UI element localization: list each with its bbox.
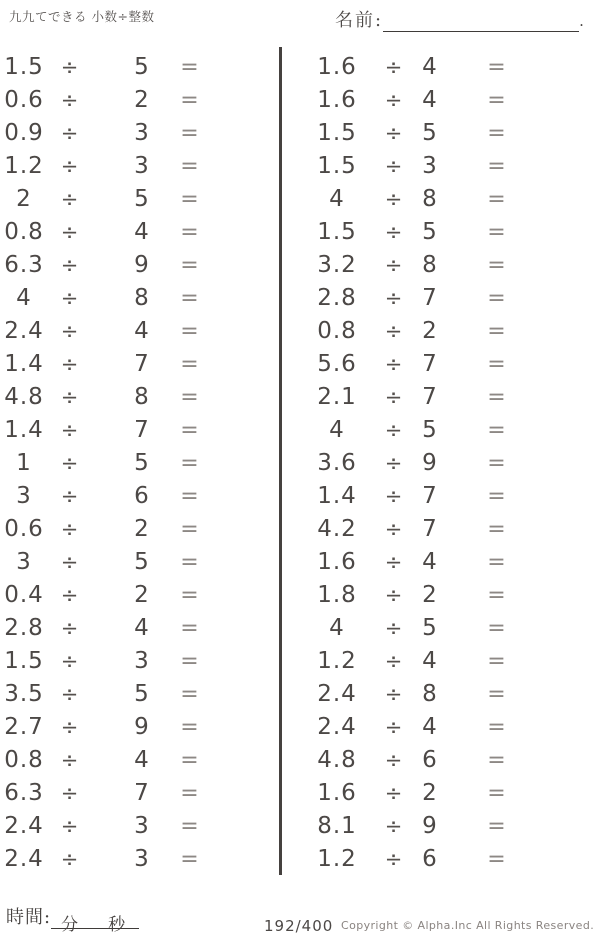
divisor-value: 4 xyxy=(134,219,150,245)
divide-sign: ÷ xyxy=(384,550,404,574)
problem-row xyxy=(0,315,282,348)
problem-row xyxy=(282,480,600,513)
divisor-value: 5 xyxy=(134,54,150,80)
dividend-value: 4 xyxy=(329,417,345,443)
equals-sign: = xyxy=(180,186,200,212)
equals-sign: = xyxy=(487,219,507,245)
time-field xyxy=(6,903,139,936)
equals-sign: = xyxy=(487,186,507,212)
problem-row xyxy=(282,183,600,216)
dividend-value: 4.8 xyxy=(4,384,44,410)
divisor-value: 4 xyxy=(422,714,438,740)
problem-row xyxy=(282,744,600,777)
problem-row xyxy=(0,282,282,315)
problem-row xyxy=(282,612,600,645)
name-label: 名前: xyxy=(335,10,384,31)
dividend-value: 3.5 xyxy=(4,681,44,707)
divisor-value: 7 xyxy=(422,285,438,311)
worksheet-title: 九九てできる 小数÷整数 xyxy=(9,9,155,24)
time-label: 時間: xyxy=(6,907,52,928)
equals-sign: = xyxy=(487,747,507,773)
divide-sign: ÷ xyxy=(384,649,404,673)
problem-row xyxy=(282,513,600,546)
dividend-value: 0.8 xyxy=(4,747,44,773)
problem-row xyxy=(282,777,600,810)
divide-sign: ÷ xyxy=(384,220,404,244)
dividend-value: 2.1 xyxy=(317,384,357,410)
problem-row xyxy=(282,447,600,480)
divisor-value: 8 xyxy=(134,285,150,311)
divisor-value: 8 xyxy=(134,384,150,410)
equals-sign: = xyxy=(180,318,200,344)
divisor-value: 8 xyxy=(422,681,438,707)
problem-row xyxy=(0,183,282,216)
divisor-value: 7 xyxy=(422,351,438,377)
dividend-value: 1.5 xyxy=(317,219,357,245)
dividend-value: 4 xyxy=(329,615,345,641)
divisor-value: 3 xyxy=(134,648,150,674)
problem-row xyxy=(0,150,282,183)
dividend-value: 1 xyxy=(16,450,32,476)
divide-sign: ÷ xyxy=(384,121,404,145)
divisor-value: 5 xyxy=(422,120,438,146)
dividend-value: 1.2 xyxy=(317,648,357,674)
name-field xyxy=(335,6,584,32)
equals-sign: = xyxy=(180,780,200,806)
dividend-value: 5.6 xyxy=(317,351,357,377)
divisor-value: 5 xyxy=(422,417,438,443)
problem-row xyxy=(282,678,600,711)
dividend-value: 1.6 xyxy=(317,549,357,575)
divisor-value: 4 xyxy=(422,87,438,113)
divisor-value: 4 xyxy=(422,549,438,575)
equals-sign: = xyxy=(487,483,507,509)
problem-row xyxy=(282,414,600,447)
divide-sign: ÷ xyxy=(60,847,80,871)
divide-sign: ÷ xyxy=(60,253,80,277)
divide-sign: ÷ xyxy=(384,451,404,475)
divide-sign: ÷ xyxy=(384,154,404,178)
time-blank-line xyxy=(51,910,139,936)
problem-row xyxy=(0,777,282,810)
divisor-value: 7 xyxy=(134,780,150,806)
divide-sign: ÷ xyxy=(384,484,404,508)
problem-row xyxy=(0,414,282,447)
equals-sign: = xyxy=(180,747,200,773)
problem-row xyxy=(282,546,600,579)
divide-sign: ÷ xyxy=(384,682,404,706)
equals-sign: = xyxy=(487,648,507,674)
divide-sign: ÷ xyxy=(60,616,80,640)
equals-sign: = xyxy=(487,549,507,575)
equals-sign: = xyxy=(487,450,507,476)
divisor-value: 2 xyxy=(134,87,150,113)
equals-sign: = xyxy=(487,813,507,839)
divisor-value: 4 xyxy=(422,54,438,80)
copyright-notice: Copyright © Alpha.Inc All Rights Reserved. xyxy=(341,919,595,932)
problems-area xyxy=(0,51,600,876)
problem-row xyxy=(282,282,600,315)
equals-sign: = xyxy=(180,714,200,740)
divide-sign: ÷ xyxy=(60,55,80,79)
equals-sign: = xyxy=(487,714,507,740)
divisor-value: 3 xyxy=(134,120,150,146)
divide-sign: ÷ xyxy=(60,286,80,310)
divisor-value: 5 xyxy=(134,186,150,212)
divide-sign: ÷ xyxy=(60,220,80,244)
divide-sign: ÷ xyxy=(384,187,404,211)
dividend-value: 4 xyxy=(16,285,32,311)
problem-row xyxy=(0,843,282,876)
divide-sign: ÷ xyxy=(384,583,404,607)
dividend-value: 3.2 xyxy=(317,252,357,278)
problem-row xyxy=(282,381,600,414)
dividend-value: 2.4 xyxy=(317,714,357,740)
problem-row xyxy=(0,84,282,117)
divisor-value: 8 xyxy=(422,186,438,212)
equals-sign: = xyxy=(487,285,507,311)
problem-row xyxy=(282,810,600,843)
equals-sign: = xyxy=(487,384,507,410)
divisor-value: 7 xyxy=(422,516,438,542)
divisor-value: 7 xyxy=(134,351,150,377)
divisor-value: 6 xyxy=(134,483,150,509)
divisor-value: 3 xyxy=(134,813,150,839)
divide-sign: ÷ xyxy=(384,352,404,376)
dividend-value: 4.2 xyxy=(317,516,357,542)
divide-sign: ÷ xyxy=(384,781,404,805)
divisor-value: 2 xyxy=(422,318,438,344)
equals-sign: = xyxy=(180,120,200,146)
divisor-value: 5 xyxy=(422,615,438,641)
equals-sign: = xyxy=(180,582,200,608)
dividend-value: 2.8 xyxy=(4,615,44,641)
dividend-value: 1.4 xyxy=(4,351,44,377)
dividend-value: 1.2 xyxy=(4,153,44,179)
divide-sign: ÷ xyxy=(384,517,404,541)
equals-sign: = xyxy=(180,54,200,80)
problem-row xyxy=(0,744,282,777)
problem-row xyxy=(282,348,600,381)
equals-sign: = xyxy=(487,582,507,608)
divisor-value: 9 xyxy=(134,252,150,278)
equals-sign: = xyxy=(487,87,507,113)
divide-sign: ÷ xyxy=(60,121,80,145)
divisor-value: 2 xyxy=(422,780,438,806)
problem-row xyxy=(282,117,600,150)
equals-sign: = xyxy=(180,285,200,311)
divide-sign: ÷ xyxy=(60,385,80,409)
divide-sign: ÷ xyxy=(60,319,80,343)
divide-sign: ÷ xyxy=(60,715,80,739)
problem-row xyxy=(282,150,600,183)
divide-sign: ÷ xyxy=(384,847,404,871)
dividend-value: 0.8 xyxy=(317,318,357,344)
divisor-value: 5 xyxy=(134,549,150,575)
dividend-value: 3 xyxy=(16,549,32,575)
equals-sign: = xyxy=(487,153,507,179)
divisor-value: 8 xyxy=(422,252,438,278)
problem-row xyxy=(0,711,282,744)
divide-sign: ÷ xyxy=(384,55,404,79)
problem-row xyxy=(282,645,600,678)
divide-sign: ÷ xyxy=(60,418,80,442)
dividend-value: 0.6 xyxy=(4,87,44,113)
divide-sign: ÷ xyxy=(384,253,404,277)
dividend-value: 1.4 xyxy=(4,417,44,443)
problem-row xyxy=(0,810,282,843)
equals-sign: = xyxy=(180,846,200,872)
dividend-value: 2.4 xyxy=(4,813,44,839)
minutes-label: 分 xyxy=(61,915,79,936)
divisor-value: 9 xyxy=(422,450,438,476)
divide-sign: ÷ xyxy=(60,187,80,211)
equals-sign: = xyxy=(180,252,200,278)
problem-row xyxy=(0,513,282,546)
divide-sign: ÷ xyxy=(60,352,80,376)
divisor-value: 5 xyxy=(134,681,150,707)
equals-sign: = xyxy=(180,615,200,641)
divisor-value: 7 xyxy=(134,417,150,443)
divisor-value: 4 xyxy=(134,747,150,773)
divisor-value: 9 xyxy=(134,714,150,740)
equals-sign: = xyxy=(487,252,507,278)
equals-sign: = xyxy=(487,780,507,806)
equals-sign: = xyxy=(487,615,507,641)
dividend-value: 2.4 xyxy=(4,318,44,344)
dividend-value: 1.5 xyxy=(4,648,44,674)
problem-row xyxy=(0,216,282,249)
problem-row xyxy=(0,645,282,678)
dividend-value: 2.7 xyxy=(4,714,44,740)
equals-sign: = xyxy=(180,87,200,113)
dividend-value: 8.1 xyxy=(317,813,357,839)
divide-sign: ÷ xyxy=(60,484,80,508)
equals-sign: = xyxy=(180,351,200,377)
divisor-value: 2 xyxy=(134,516,150,542)
problem-row xyxy=(282,51,600,84)
divide-sign: ÷ xyxy=(60,682,80,706)
divide-sign: ÷ xyxy=(60,88,80,112)
problem-row xyxy=(0,579,282,612)
divisor-value: 4 xyxy=(134,615,150,641)
dividend-value: 1.8 xyxy=(317,582,357,608)
dividend-value: 6.3 xyxy=(4,252,44,278)
problem-row xyxy=(282,579,600,612)
divisor-value: 6 xyxy=(422,846,438,872)
equals-sign: = xyxy=(180,219,200,245)
problem-row xyxy=(0,612,282,645)
dividend-value: 2 xyxy=(16,186,32,212)
problem-row xyxy=(282,843,600,876)
problem-row xyxy=(282,84,600,117)
divide-sign: ÷ xyxy=(60,583,80,607)
divisor-value: 7 xyxy=(422,384,438,410)
divide-sign: ÷ xyxy=(60,451,80,475)
problem-row xyxy=(0,117,282,150)
problem-row xyxy=(282,711,600,744)
divisor-value: 5 xyxy=(134,450,150,476)
name-line-period: . xyxy=(579,12,584,30)
dividend-value: 1.4 xyxy=(317,483,357,509)
divide-sign: ÷ xyxy=(384,616,404,640)
dividend-value: 1.6 xyxy=(317,780,357,806)
divide-sign: ÷ xyxy=(60,517,80,541)
equals-sign: = xyxy=(180,549,200,575)
divide-sign: ÷ xyxy=(384,319,404,343)
equals-sign: = xyxy=(487,351,507,377)
problems-column-left xyxy=(0,51,282,876)
equals-sign: = xyxy=(487,846,507,872)
dividend-value: 0.9 xyxy=(4,120,44,146)
seconds-label: 秒 xyxy=(108,915,126,936)
dividend-value: 1.6 xyxy=(317,87,357,113)
equals-sign: = xyxy=(180,153,200,179)
divide-sign: ÷ xyxy=(384,748,404,772)
problem-row xyxy=(0,546,282,579)
dividend-value: 1.5 xyxy=(4,54,44,80)
divide-sign: ÷ xyxy=(60,748,80,772)
divide-sign: ÷ xyxy=(384,715,404,739)
divide-sign: ÷ xyxy=(60,154,80,178)
divisor-value: 3 xyxy=(422,153,438,179)
problem-row xyxy=(0,447,282,480)
dividend-value: 1.2 xyxy=(317,846,357,872)
problems-column-right xyxy=(282,51,600,876)
divide-sign: ÷ xyxy=(384,286,404,310)
equals-sign: = xyxy=(180,384,200,410)
dividend-value: 0.8 xyxy=(4,219,44,245)
divisor-value: 9 xyxy=(422,813,438,839)
divisor-value: 7 xyxy=(422,483,438,509)
problem-row xyxy=(0,51,282,84)
divisor-value: 6 xyxy=(422,747,438,773)
equals-sign: = xyxy=(487,681,507,707)
equals-sign: = xyxy=(180,417,200,443)
equals-sign: = xyxy=(180,483,200,509)
problem-row xyxy=(0,480,282,513)
equals-sign: = xyxy=(487,516,507,542)
problem-row xyxy=(0,381,282,414)
divisor-value: 2 xyxy=(422,582,438,608)
dividend-value: 2.8 xyxy=(317,285,357,311)
divide-sign: ÷ xyxy=(384,418,404,442)
problem-row xyxy=(0,348,282,381)
divide-sign: ÷ xyxy=(60,649,80,673)
dividend-value: 3 xyxy=(16,483,32,509)
problem-row xyxy=(282,315,600,348)
divide-sign: ÷ xyxy=(60,550,80,574)
equals-sign: = xyxy=(487,120,507,146)
divide-sign: ÷ xyxy=(384,88,404,112)
equals-sign: = xyxy=(487,417,507,443)
dividend-value: 1.5 xyxy=(317,153,357,179)
equals-sign: = xyxy=(180,450,200,476)
equals-sign: = xyxy=(487,54,507,80)
dividend-value: 1.6 xyxy=(317,54,357,80)
equals-sign: = xyxy=(180,648,200,674)
dividend-value: 0.6 xyxy=(4,516,44,542)
dividend-value: 2.4 xyxy=(317,681,357,707)
dividend-value: 6.3 xyxy=(4,780,44,806)
divisor-value: 3 xyxy=(134,153,150,179)
problem-row xyxy=(282,216,600,249)
problem-row xyxy=(0,678,282,711)
divide-sign: ÷ xyxy=(384,814,404,838)
dividend-value: 1.5 xyxy=(317,120,357,146)
name-blank-line xyxy=(383,14,579,32)
dividend-value: 0.4 xyxy=(4,582,44,608)
page-number: 192/400 xyxy=(264,917,334,935)
equals-sign: = xyxy=(487,318,507,344)
divide-sign: ÷ xyxy=(60,814,80,838)
divide-sign: ÷ xyxy=(60,781,80,805)
problem-row xyxy=(282,249,600,282)
dividend-value: 4.8 xyxy=(317,747,357,773)
dividend-value: 3.6 xyxy=(317,450,357,476)
problem-row xyxy=(0,249,282,282)
equals-sign: = xyxy=(180,813,200,839)
equals-sign: = xyxy=(180,681,200,707)
equals-sign: = xyxy=(180,516,200,542)
dividend-value: 2.4 xyxy=(4,846,44,872)
divisor-value: 5 xyxy=(422,219,438,245)
divisor-value: 4 xyxy=(134,318,150,344)
divide-sign: ÷ xyxy=(384,385,404,409)
divisor-value: 2 xyxy=(134,582,150,608)
divisor-value: 3 xyxy=(134,846,150,872)
dividend-value: 4 xyxy=(329,186,345,212)
divisor-value: 4 xyxy=(422,648,438,674)
